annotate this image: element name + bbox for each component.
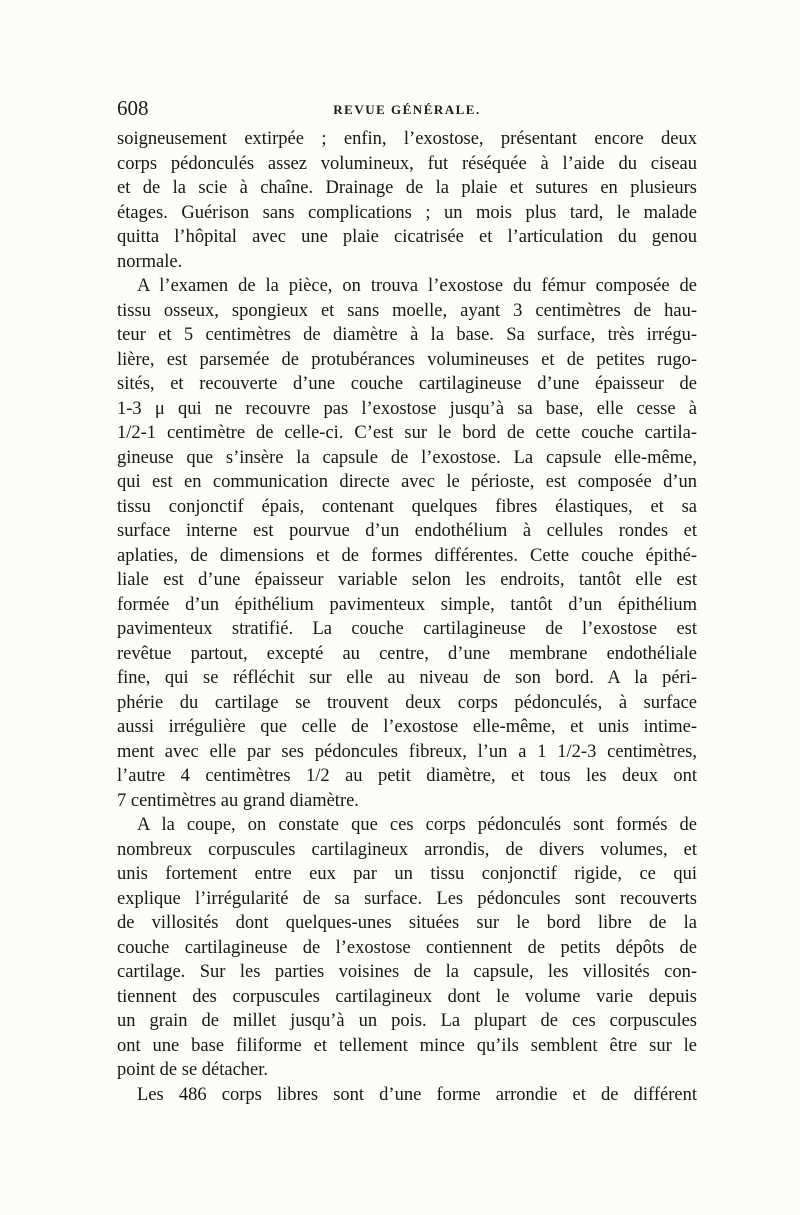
- text-line: qui est en communication directe avec le périoste, est composée d’un: [117, 472, 697, 492]
- text-line: phérie du cartilage se trouvent deux corps pédonculés, à surface: [117, 692, 697, 713]
- text-line: un grain de millet jusqu’à un pois. La plupart de ces corpuscules: [117, 1011, 697, 1031]
- page-header: [117, 96, 697, 122]
- text-line: nombreux corpuscules cartilagineux arrondis, de divers volumes, et: [117, 839, 697, 860]
- text-line: cartilage. Sur les parties voisines de la capsule, les villosités con-: [117, 962, 697, 982]
- page-number: 608: [117, 96, 149, 120]
- text-line: normale.: [117, 251, 183, 272]
- text-line: ment avec elle par ses pédoncules fibreux, l’un a 1 1/2-3 centimètres,: [117, 741, 697, 762]
- body-text: [117, 127, 697, 1107]
- text-line: fine, qui se réfléchit sur elle au niveau de son bord. A la péri-: [117, 668, 697, 688]
- text-line: étages. Guérison sans complications ; un mois plus tard, le malade: [117, 202, 697, 223]
- text-line: couche cartilagineuse de l’exostose contiennent de petits dépôts de: [117, 937, 697, 958]
- text-line: tissu osseux, spongieux et sans moelle, ayant 3 centimètres de hau-: [117, 300, 697, 321]
- text-line: et de la scie à chaîne. Drainage de la plaie et sutures en plusieurs: [117, 178, 697, 198]
- paragraph-1: [117, 127, 697, 274]
- text-line: unis fortement entre eux par un tissu conjonctif rigide, ce qui: [117, 864, 697, 884]
- text-line: A la coupe, on constate que ces corps pédonculés sont formés de: [137, 815, 697, 835]
- text-line: 1/2-1 centimètre de celle-ci. C’est sur le bord de cette couche cartila-: [117, 423, 697, 443]
- text-line: 1-3 μ qui ne recouvre pas l’exostose jusqu’à sa base, elle cesse à: [117, 398, 697, 419]
- text-line: formée d’un épithélium pavimenteux simple, tantôt d’un épithélium: [117, 594, 697, 615]
- text-line: tissu conjonctif épais, contenant quelques fibres élastiques, et sa: [117, 496, 697, 517]
- text-line: pavimenteux stratifié. La couche cartilagineuse de l’exostose est: [117, 619, 697, 639]
- running-title: REVUE GÉNÉRALE.: [333, 102, 481, 117]
- text-line: aplaties, de dimensions et de formes différentes. Cette couche épithé-: [117, 545, 697, 566]
- text-line: quitta l’hôpital avec une plaie cicatrisée et l’articulation du genou: [117, 227, 697, 247]
- text-line: liale est d’une épaisseur variable selon les endroits, tantôt elle est: [117, 570, 697, 590]
- paragraph-3: [117, 813, 697, 1083]
- text-line: l’autre 4 centimètres 1/2 au petit diamètre, et tous les deux ont: [117, 766, 697, 786]
- text-line: explique l’irrégularité de sa surface. Les pédoncules sont recouverts: [117, 888, 697, 909]
- text-line: tiennent des corpuscules cartilagineux dont le volume varie depuis: [117, 986, 697, 1007]
- text-line: revêtue partout, excepté au centre, d’une membrane endothéliale: [117, 643, 697, 664]
- paragraph-2: [117, 274, 697, 813]
- text-line: soigneusement extirpée ; enfin, l’exostose, présentant encore deux: [117, 129, 697, 149]
- text-line: teur et 5 centimètres de diamètre à la base. Sa surface, très irrégu-: [117, 325, 697, 345]
- text-line: Les 486 corps libres sont d’une forme arrondie et de différent: [137, 1084, 697, 1105]
- text-line: 7 centimètres au grand diamètre.: [117, 790, 359, 811]
- paragraph-4: [117, 1083, 697, 1108]
- text-line: aussi irrégulière que celle de l’exostose elle-même, et unis intime-: [117, 717, 697, 737]
- text-line: point de se détacher.: [117, 1060, 269, 1080]
- text-line: sités, et recouverte d’une couche cartilagineuse d’une épaisseur de: [117, 374, 697, 394]
- text-line: corps pédonculés assez volumineux, fut réséquée à l’aide du ciseau: [117, 153, 697, 174]
- text-line: ont une base filiforme et tellement mince qu’ils semblent être sur le: [117, 1035, 697, 1056]
- text-line: surface interne est pourvue d’un endothélium à cellules rondes et: [117, 521, 697, 541]
- text-line: lière, est parsemée de protubérances volumineuses et de petites rugo-: [117, 349, 697, 370]
- text-line: gineuse que s’insère la capsule de l’exostose. La capsule elle-même,: [117, 447, 697, 468]
- text-line: A l’examen de la pièce, on trouva l’exostose du fémur composée de: [137, 276, 697, 296]
- text-line: de villosités dont quelques-unes situées sur le bord libre de la: [117, 913, 697, 933]
